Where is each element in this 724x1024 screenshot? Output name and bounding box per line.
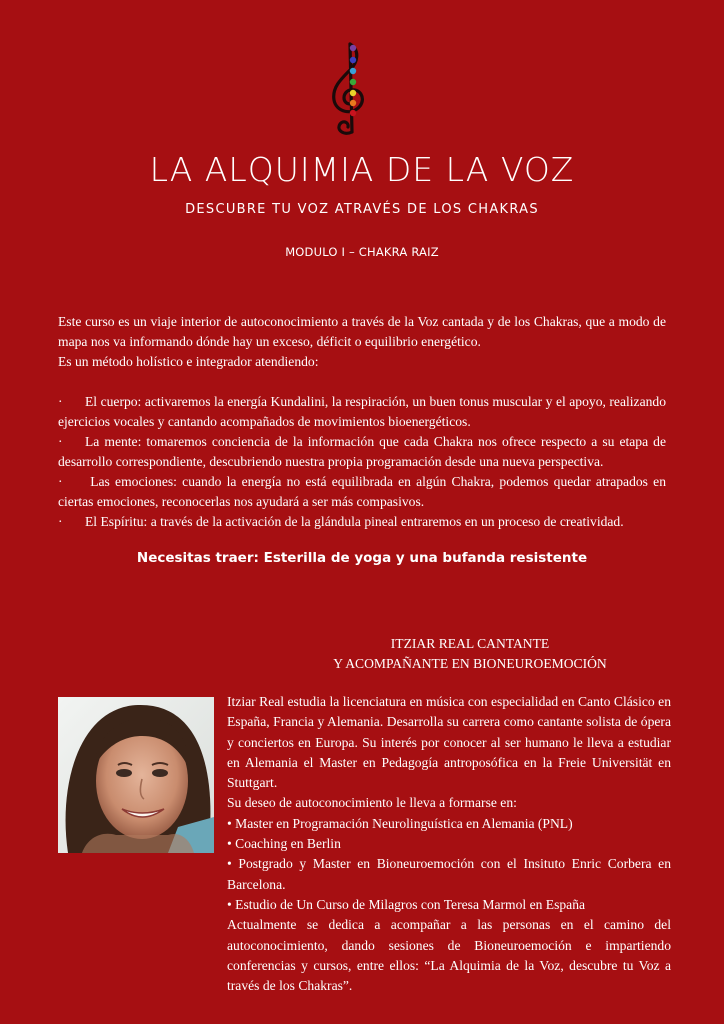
heart-chakra-dot xyxy=(350,79,356,85)
course-description xyxy=(58,312,666,532)
bio-heading-line: Y ACOMPAÑANTE EN BIONEUROEMOCIÓN xyxy=(333,656,607,671)
bio-text xyxy=(227,692,671,996)
sacral-chakra-dot xyxy=(350,100,356,106)
page-subtitle: DESCUBRE TU VOZ ATRAVÉS DE LOS CHAKRAS xyxy=(185,202,539,217)
crown-chakra-dot xyxy=(350,45,356,51)
list-item xyxy=(58,432,666,472)
list-item xyxy=(58,392,666,432)
list-item: • Postgrado y Master en Bioneuroemoción con el Insituto Enric Corbera en Barcelona. xyxy=(227,856,671,892)
page-title: LA ALQUIMIA DE LA VOZ xyxy=(149,150,575,189)
bullet-text: La mente: tomaremos conciencia de la información que cada Chakra nos ofrece respecto a su etapa de desarrollo correspondiente, descubriendo nuestra propia programación desde una nueva perspectiva. xyxy=(58,434,666,469)
list-item xyxy=(58,512,666,532)
bio-paragraph: Su deseo de autoconocimiento le lleva a formarse en: xyxy=(227,795,517,811)
list-item: • Estudio de Un Curso de Milagros con Teresa Marmol en España xyxy=(227,896,586,912)
intro-paragraph: Este curso es un viaje interior de autoconocimiento a través de la Voz cantada y de los Chakras, que a modo de mapa nos va informando dónde hay un exceso, déficit o equilibrio energético. xyxy=(58,314,666,349)
bullet-text: El cuerpo: activaremos la energía Kundalini, la respiración, un buen tonus muscular y el apoyo, realizando ejercicios vocales y cantando acompañados de movimientos bioenergéticos. xyxy=(58,394,666,429)
portrait-photo xyxy=(58,697,214,853)
bullet-text: El Espíritu: a través de la activación de la glándula pineal entraremos en un proceso de creatividad. xyxy=(85,514,624,529)
bullet-marker: · xyxy=(58,474,63,489)
requirements-note: Necesitas traer: Esterilla de yoga y una bufanda resistente xyxy=(136,550,588,566)
list-item xyxy=(58,472,666,512)
bio-heading xyxy=(270,634,670,674)
root-chakra-dot xyxy=(350,110,356,116)
treble-clef-chakra-icon xyxy=(322,40,378,140)
bio-heading-line: ITZIAR REAL CANTANTE xyxy=(390,636,550,651)
intro-paragraph: Es un método holístico e integrador atendiendo: xyxy=(58,354,319,369)
bullet-marker: · xyxy=(58,434,63,449)
third-eye-chakra-dot xyxy=(350,57,356,63)
bio-paragraph: Actualmente se dedica a acompañar a las personas en el camino del autoconocimiento, dando sesiones de Bioneuroemoción e impartiendo conferencias y cursos, entre ellos: “La Alquimia de la Voz, descubre tu Voz a través de los Chakras”. xyxy=(227,917,671,994)
bullet-marker: · xyxy=(58,394,63,409)
list-item: • Master en Programación Neurolinguística en Alemania (PNL) xyxy=(227,815,573,831)
solar-plexus-chakra-dot xyxy=(350,90,356,96)
module-label: MODULO I – CHAKRA RAIZ xyxy=(285,245,439,259)
bullet-text: Las emociones: cuando la energía no está equilibrada en algún Chakra, podemos quedar atrapados en ciertas emociones, reconocerlas nos ayudará a ser más compasivos. xyxy=(58,474,666,509)
throat-chakra-dot xyxy=(350,68,356,74)
bullet-marker: · xyxy=(58,514,63,529)
list-item: • Coaching en Berlin xyxy=(227,836,341,852)
bio-paragraph: Itziar Real estudia la licenciatura en música con especialidad en Canto Clásico en España, Francia y Alemania. Desarrolla su carrera como cantante solista de ópera y conciertos en Europa. Su interés por conocer al ser humano le lleva a estudiar en Alemania el Master en Pedagogía antroposófica en la Freie Universität en Stuttgart. xyxy=(227,694,671,791)
